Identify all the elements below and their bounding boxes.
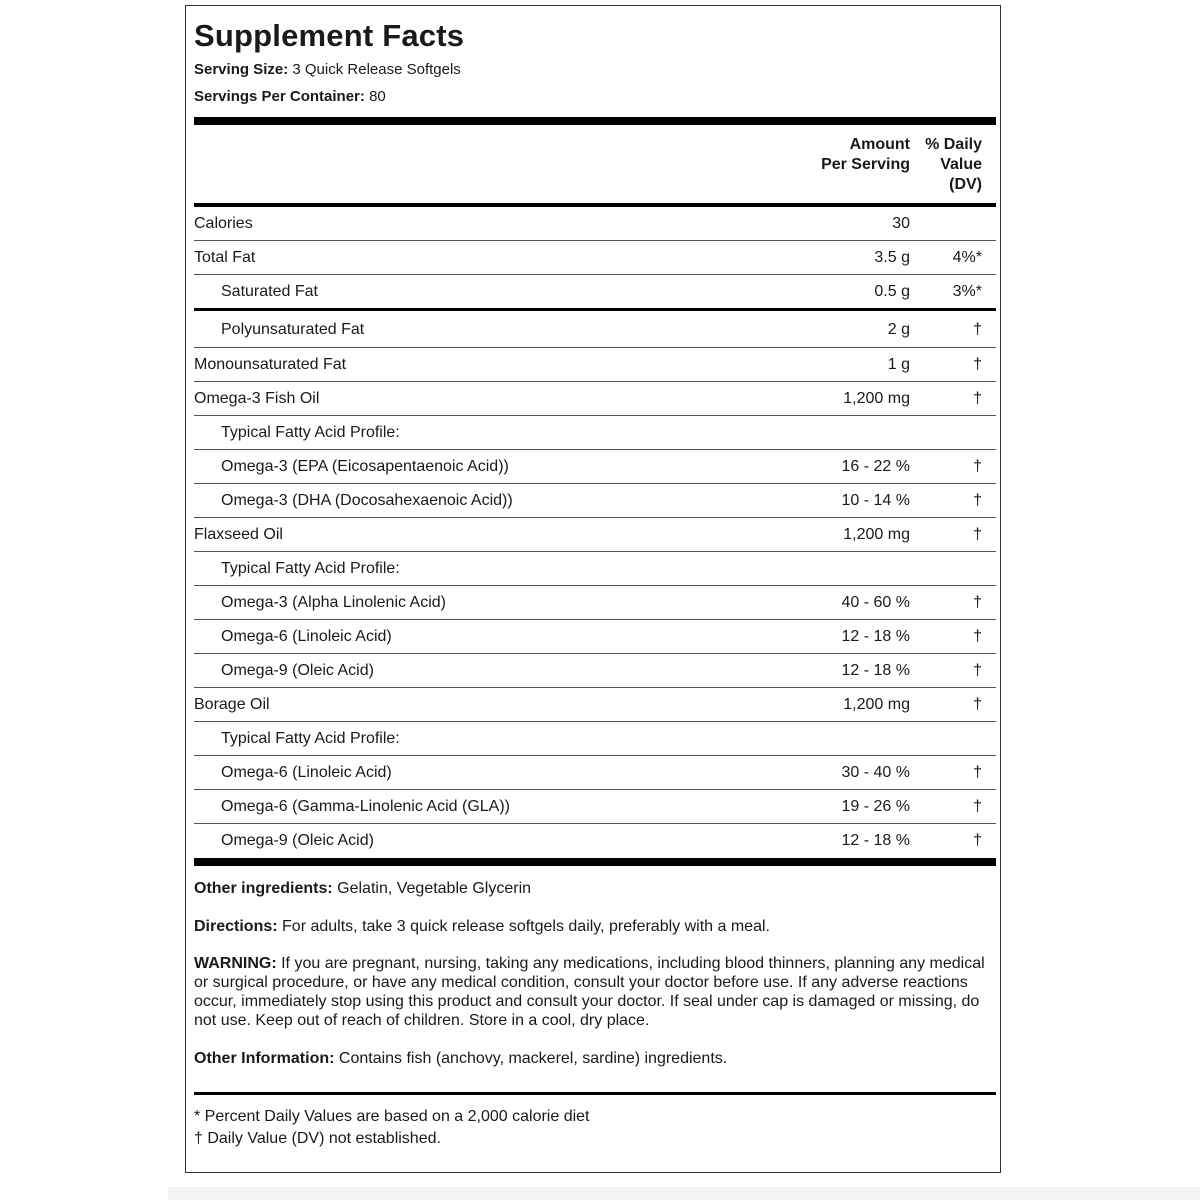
serving-size-value: 3 Quick Release Softgels <box>292 61 461 78</box>
panel-title: Supplement Facts <box>194 18 465 53</box>
directions: Directions: For adults, take 3 quick release softgels daily, preferably with a meal. <box>194 918 770 935</box>
serving-size <box>194 56 996 83</box>
daily-value-column-header: % Daily Value (DV) <box>925 136 982 193</box>
footnotes <box>194 1106 996 1150</box>
label-notes <box>194 879 996 1068</box>
dagger-footnote: † Daily Value (DV) not established. <box>194 1130 441 1147</box>
percent-dv-footnote: * Percent Daily Values are based on a 2,000 calorie diet <box>194 1108 590 1125</box>
other-information: Other Information: Contains fish (anchovy, mackerel, sardine) ingredients. <box>194 1050 728 1067</box>
nutrient-table <box>194 207 996 858</box>
page-bottom-strip <box>168 1187 1200 1200</box>
footnote-divider <box>194 1092 996 1095</box>
column-header <box>194 125 996 203</box>
servings-per-container-label: Servings Per Container: <box>194 88 365 105</box>
table-row: Polyunsaturated Fat 2 g † <box>194 311 996 348</box>
warning: WARNING: If you are pregnant, nursing, taking any medications, including blood thinners, planning any medical or surgical procedure, or have any medical condition, consult your doctor before use. If any adverse reactions occur, immediately stop using this product and consult your doctor. If seal under cap is damaged or missing, do not use. Keep out of reach of children. Store in a cool, dry place. <box>194 955 985 1029</box>
table-row: Typical Fatty Acid Profile: <box>194 722 996 756</box>
other-ingredients: Other ingredients: Gelatin, Vegetable Glycerin <box>194 880 532 897</box>
table-row: Omega-6 (Linoleic Acid) 12 - 18 % † <box>194 620 996 654</box>
table-row: Monounsaturated Fat 1 g † <box>194 348 996 382</box>
bottom-divider <box>194 858 996 866</box>
amount-column-header: Amount Per Serving <box>821 136 910 173</box>
table-row: Typical Fatty Acid Profile: <box>194 416 996 450</box>
table-row: Omega-6 (Gamma-Linolenic Acid (GLA)) 19 - 26 % † <box>194 790 996 824</box>
top-divider <box>194 117 996 125</box>
serving-size-label: Serving Size: <box>194 61 289 78</box>
table-row: Omega-3 (DHA (Docosahexaenoic Acid)) 10 - 14 % † <box>194 484 996 518</box>
table-row: Omega-9 (Oleic Acid) 12 - 18 % † <box>221 832 982 849</box>
table-row: Saturated Fat 0.5 g 3%* <box>194 275 996 311</box>
table-row: Omega-3 (Alpha Linolenic Acid) 40 - 60 % † <box>194 586 996 620</box>
table-row: Calories 30 <box>194 207 996 241</box>
table-row: Total Fat 3.5 g 4%* <box>194 241 996 275</box>
table-row: Omega-9 (Oleic Acid) 12 - 18 % † <box>194 654 996 688</box>
table-row: Typical Fatty Acid Profile: <box>194 552 996 586</box>
table-row: Omega-3 Fish Oil 1,200 mg † <box>194 382 996 416</box>
supplement-facts-panel <box>185 5 1001 1173</box>
panel-content <box>194 6 996 1150</box>
table-row: Omega-6 (Linoleic Acid) 30 - 40 % † <box>194 756 996 790</box>
servings-per-container <box>194 83 996 110</box>
table-row: Borage Oil 1,200 mg † <box>194 688 996 722</box>
table-row: Flaxseed Oil 1,200 mg † <box>194 518 996 552</box>
table-row: Omega-3 (EPA (Eicosapentaenoic Acid)) 16 - 22 % † <box>194 450 996 484</box>
servings-per-container-value: 80 <box>369 88 386 105</box>
